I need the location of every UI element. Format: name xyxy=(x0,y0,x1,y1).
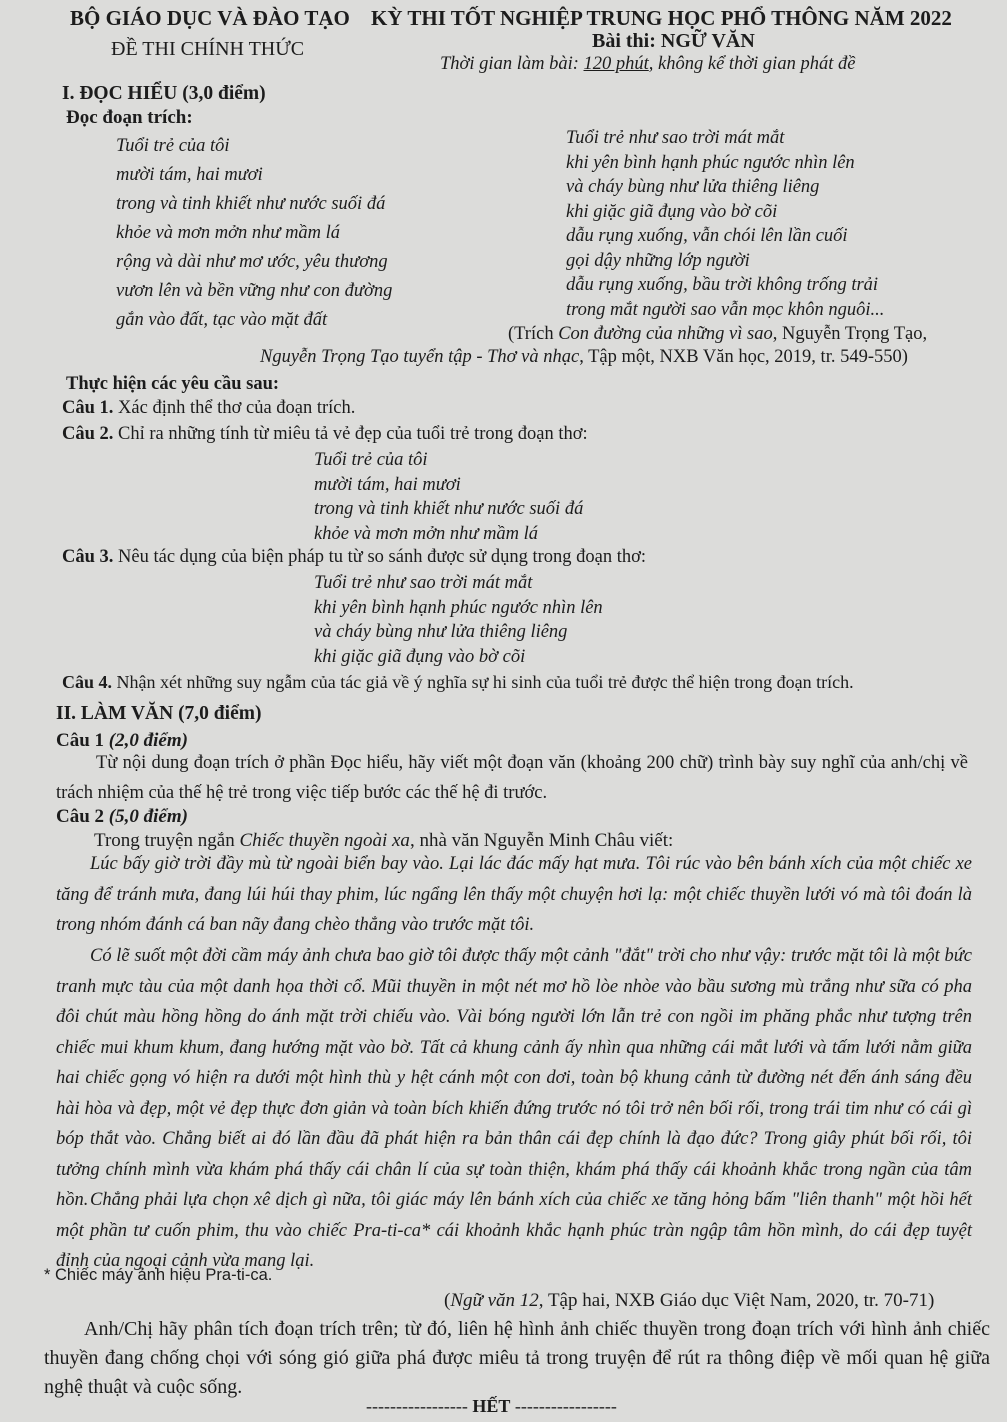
essay-question-1-text: Từ nội dung đoạn trích ở phần Đọc hiểu, hãy viết một đoạn văn (khoảng 200 chữ) trình bày suy nghĩ của anh/chị về trách nhiệm của thế hệ trẻ trong việc tiếp bước các thế hệ đi trước. xyxy=(56,753,968,803)
question-label: Câu 4. xyxy=(62,672,113,692)
footnote: * Chiếc máy ảnh hiệu Pra-ti-ca. xyxy=(44,1266,273,1284)
subject-title: Bài thi: NGỮ VĂN xyxy=(592,30,755,52)
question-1 xyxy=(62,398,355,419)
question-4 xyxy=(62,672,854,693)
citation-author: , Nguyễn Trọng Tạo, xyxy=(772,324,928,344)
poem-line: trong và tinh khiết như nước suối đá xyxy=(116,194,386,214)
passage-paragraph-3: Chẳng phải lựa chọn xê dịch gì nữa, tôi giác máy lên bánh xích của chiếc xe tăng hỏng bấm "liên thanh" một hồi hết một phần tư cuốn phim, thu vào chiếc Pra-ti-ca* cái khoảnh khắc hạnh phúc tràn ngập tâm hồn mình, do cái đẹp tuyệt đỉnh của ngoại cảnh vừa mang lại. xyxy=(56,1190,972,1271)
question-text: Nhận xét những suy ngẫm của tác giả về ý nghĩa sự hi sinh của tuổi trẻ được thể hiện trong đoạn trích. xyxy=(112,672,854,692)
intro-suffix: , nhà văn Nguyễn Minh Châu viết: xyxy=(409,830,674,851)
end-dashes-left: ----------------- xyxy=(366,1396,468,1416)
poem-line: khi yên bình hạnh phúc ngước nhìn lên xyxy=(566,152,855,173)
passage-paragraph-2: Có lẽ suốt một đời cầm máy ảnh chưa bao giờ tôi được thấy một cảnh "đắt" trời cho như vậy: trước mặt tôi là một bức tranh mực tàu của một danh họa thời cổ. Mũi thuyền in một nét mơ hồ lòe nhòe vào bầu sương mù trắng như sữa có pha đôi chút màu hồng hồng do ánh mặt trời chiếu vào. Vài bóng người lớn lẫn trẻ con ngồi im phăng phắc như tượng trên chiếc mui khum khum, đang hướng mặt vào bờ. Tất cả khung cảnh ấy nhìn qua những cái mắt lưới và tấm lưới nằm giữa hai chiếc gọng vó hiện ra dưới một hình thù y hệt cánh một con dơi, toàn bộ khung cảnh từ đường nét đến ánh sáng đều hài hòa và đẹp, một vẻ đẹp thực đơn giản và toàn bích khiến đứng trước nó tôi trở nên bối rối, trong trái tim như có cái gì bóp thắt vào. Chẳng biết ai đó lần đầu đã phát hiện ra bản thân cái đẹp chính là đạo đức? Trong giây phút bối rối, tôi tưởng chính mình vừa khám phá thấy cái chân lí của sự toàn thiện, khám phá thấy cái khoảnh khắc trong ngần của tâm hồn. xyxy=(56,946,972,1210)
part1-title: I. ĐỌC HIỂU (3,0 điểm) xyxy=(62,83,266,104)
citation-work-title: Con đường của những vì sao xyxy=(558,324,773,344)
essay-question-2-heading xyxy=(56,806,188,828)
source-publication: , Tập hai, NXB Giáo dục Việt Nam, 2020, tr. 70-71) xyxy=(538,1290,935,1311)
source-book-title: Ngữ văn 12 xyxy=(450,1290,539,1311)
poem-line: trong mắt người sao vẫn mọc khôn nguôi... xyxy=(566,299,885,320)
poem-line: trong và tinh khiết như nước suối đá xyxy=(314,499,584,519)
essay-question-label: Câu 2 xyxy=(56,806,109,827)
question-text: Chỉ ra những tính từ miêu tả vẻ đẹp của tuổi trẻ trong đoạn thơ: xyxy=(113,424,588,444)
poem-line: mười tám, hai mươi xyxy=(314,474,461,495)
question-text: Xác định thể thơ của đoạn trích. xyxy=(113,398,356,418)
passage-source: (Ngữ văn 12, Tập hai, NXB Giáo dục Việt Nam, 2020, tr. 70-71) xyxy=(444,1290,935,1311)
exam-title: KỲ THI TỐT NGHIỆP TRUNG HỌC PHỔ THÔNG NĂM 2022 xyxy=(371,6,952,30)
essay-question-points: (5,0 điểm) xyxy=(108,806,188,827)
poem-line: Tuổi trẻ của tôi xyxy=(116,136,230,156)
question-3 xyxy=(62,547,646,568)
part2-title: II. LÀM VĂN (7,0 điểm) xyxy=(56,703,262,724)
duration-value: 120 phút xyxy=(583,54,649,74)
essay-question-label: Câu 1 xyxy=(56,730,109,751)
poem-line: mười tám, hai mươi xyxy=(116,165,263,185)
poem-right-column xyxy=(566,126,884,322)
poem-line: và cháy bùng như lửa thiêng liêng xyxy=(566,177,820,197)
question-label: Câu 3. xyxy=(62,547,114,567)
poem-line: rộng và dài như mơ ước, yêu thương xyxy=(116,252,388,272)
poem-line: khỏe và mơn mởn như mầm lá xyxy=(116,223,341,243)
exam-duration xyxy=(440,54,855,75)
question-label: Câu 2. xyxy=(62,424,114,444)
question-2 xyxy=(62,424,588,445)
poem-line: và cháy bùng như lửa thiêng liêng xyxy=(314,622,568,642)
requirements-heading: Thực hiện các yêu cầu sau: xyxy=(66,374,280,394)
poem-line: dẫu rụng xuống, vẫn chói lên lần cuối xyxy=(566,226,848,246)
poem-line: khỏe và mơn mởn như mầm lá xyxy=(314,523,539,544)
intro-work-title: Chiếc thuyền ngoài xa xyxy=(239,830,410,851)
poem-left-column xyxy=(116,132,392,335)
poem-line: Tuổi trẻ như sao trời mát mắt xyxy=(566,128,785,148)
poem-line: khi giặc giã đụng vào bờ cõi xyxy=(566,201,778,222)
essay-question-points: (2,0 điểm) xyxy=(108,730,188,751)
official-label: ĐỀ THI CHÍNH THỨC xyxy=(111,38,305,60)
poem-line: khi yên bình hạnh phúc ngước nhìn lên xyxy=(314,597,603,618)
citation-publication: , Tập một, NXB Văn học, 2019, tr. 549-550) xyxy=(579,347,908,367)
poem-line: gắn vào đất, tạc vào mặt đất xyxy=(116,310,328,330)
question-label: Câu 1. xyxy=(62,398,114,418)
passage-paragraph-1: Lúc bấy giờ trời đầy mù từ ngoài biển bay vào. Lại lác đác mấy hạt mưa. Tôi rúc vào bên bánh xích của một chiếc xe tăng để tránh mưa, đang lúi húi thay phim, lúc ngẩng lên thấy một chuyện hơi lạ: một chiếc thuyền lưới vó mà tôi đoán là trong nhóm đánh cá ban nãy đang chèo thẳng vào trước mặt tôi. xyxy=(56,854,972,935)
poem-line: vươn lên và bền vững như con đường xyxy=(116,281,393,301)
intro-prefix: Trong truyện ngắn xyxy=(94,830,240,851)
poem-line: dẫu rụng xuống, bầu trời không trống trải xyxy=(566,275,879,295)
q2-poem-excerpt xyxy=(314,448,583,546)
citation-prefix: (Trích xyxy=(508,324,559,344)
poem-line: Tuổi trẻ của tôi xyxy=(314,450,428,470)
ministry-name: BỘ GIÁO DỤC VÀ ĐÀO TẠO xyxy=(70,6,350,30)
read-label: Đọc đoạn trích: xyxy=(66,107,193,128)
essay-task: Anh/Chị hãy phân tích đoạn trích trên; từ đó, liên hệ hình ảnh chiếc thuyền trong đoạn trích với hình ảnh chiếc thuyền đang chống chọi với sóng gió giữa phá được miêu tả trong truyện để rút ra thông điệp về mối quan hệ giữa nghệ thuật và cuộc sống. xyxy=(44,1318,990,1398)
poem-line: gọi dậy những lớp người xyxy=(566,250,750,271)
duration-suffix: , không kể thời gian phát đề xyxy=(648,54,856,74)
citation-line-1 xyxy=(508,324,927,345)
question-text: Nêu tác dụng của biện pháp tu từ so sánh được sử dụng trong đoạn thơ: xyxy=(113,547,647,567)
end-label: HẾT xyxy=(472,1396,511,1416)
end-dashes-right: ----------------- xyxy=(514,1396,617,1416)
poem-line: Tuổi trẻ như sao trời mát mắt xyxy=(314,573,533,593)
citation-book-title: Nguyễn Trọng Tạo tuyển tập - Thơ và nhạc xyxy=(260,347,580,367)
citation-line-2 xyxy=(260,347,908,368)
duration-prefix: Thời gian làm bài: xyxy=(440,54,584,74)
end-marker xyxy=(366,1396,617,1417)
q3-poem-excerpt xyxy=(314,571,603,669)
poem-line: khi giặc giã đụng vào bờ cõi xyxy=(314,646,526,667)
